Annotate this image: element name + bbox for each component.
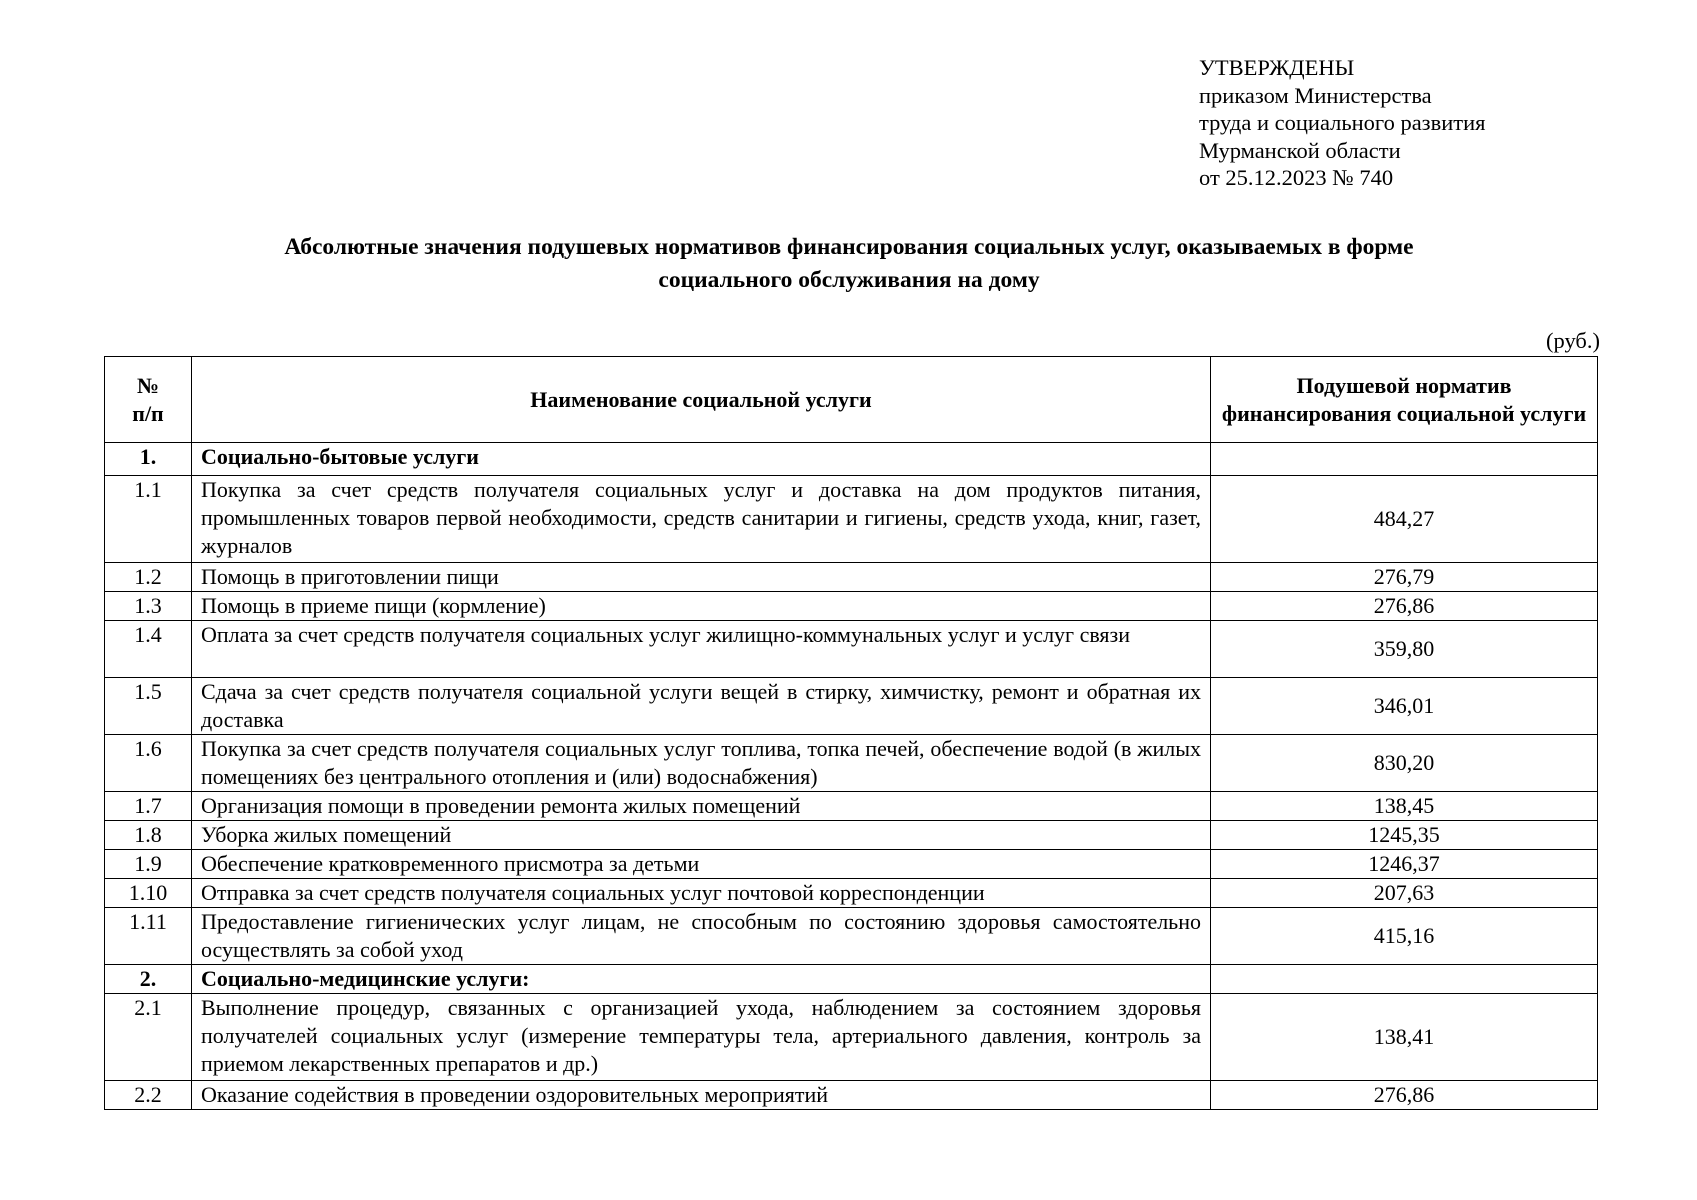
- header-number-sign: №: [136, 372, 160, 398]
- table-row: [105, 1081, 1598, 1110]
- approval-heading: УТВЕРЖДЕНЫ: [1199, 55, 1355, 80]
- service-name: Покупка за счет средств получателя социальных услуг топлива, топка печей, обеспечение водой (в жилых помещениях без центрального отопления и (или) водоснабжения): [192, 735, 1211, 792]
- row-number: 1.9: [105, 850, 192, 879]
- norm-value: 276,79: [1211, 563, 1598, 592]
- table-row: [105, 592, 1598, 621]
- row-number: 1.: [105, 443, 192, 476]
- service-name: Социально-бытовые услуги: [192, 443, 1211, 476]
- approval-line-2: труда и социального развития: [1199, 110, 1486, 136]
- header-number-abbr: п/п: [132, 400, 164, 426]
- service-name: Сдача за счет средств получателя социальной услуги вещей в стирку, химчистку, ремонт и обратная их доставка: [192, 678, 1211, 735]
- norm-value: 830,20: [1211, 735, 1598, 792]
- service-name: Помощь в приеме пищи (кормление): [192, 592, 1211, 621]
- table-row: [105, 678, 1598, 735]
- norm-value: 484,27: [1211, 476, 1598, 563]
- service-name: Отправка за счет средств получателя социальных услуг почтовой корреспонденции: [192, 879, 1211, 908]
- norm-value: [1211, 965, 1598, 994]
- approval-line-3: Мурманской области: [1199, 137, 1401, 163]
- approval-line-1: приказом Министерства: [1199, 82, 1432, 108]
- document-title: [104, 231, 1594, 297]
- table-row: [105, 563, 1598, 592]
- row-number: 1.4: [105, 621, 192, 678]
- table-row: [105, 879, 1598, 908]
- approval-line-4: от 25.12.2023 № 740: [1199, 165, 1394, 191]
- row-number: 1.2: [105, 563, 192, 592]
- service-name: Социально-медицинские услуги:: [192, 965, 1211, 994]
- currency-unit-note: (руб.): [1546, 328, 1600, 353]
- row-number: 2.2: [105, 1081, 192, 1110]
- norm-value: 359,80: [1211, 621, 1598, 678]
- approval-block: [1199, 54, 1485, 192]
- norm-value: [1211, 443, 1598, 476]
- table-body: [105, 443, 1598, 1110]
- row-number: 2.: [105, 965, 192, 994]
- norm-value: 1246,37: [1211, 850, 1598, 879]
- table-row: [105, 792, 1598, 821]
- row-number: 1.3: [105, 592, 192, 621]
- section-row: [105, 443, 1598, 476]
- norms-table: [104, 356, 1598, 1110]
- table-row: [105, 621, 1598, 678]
- table-row: [105, 735, 1598, 792]
- norm-value: 138,41: [1211, 994, 1598, 1081]
- document-title-line-1: Абсолютные значения подушевых нормативов финансирования социальных услуг, оказываемых в форме: [284, 234, 1414, 260]
- row-number: 1.5: [105, 678, 192, 735]
- section-row: [105, 965, 1598, 994]
- norm-value: 138,45: [1211, 792, 1598, 821]
- service-name: Организация помощи в проведении ремонта жилых помещений: [192, 792, 1211, 821]
- row-number: 1.8: [105, 821, 192, 850]
- row-number: 1.6: [105, 735, 192, 792]
- table-row: [105, 908, 1598, 965]
- header-service-name: Наименование социальной услуги: [192, 357, 1211, 443]
- norm-value: 415,16: [1211, 908, 1598, 965]
- row-number: 1.7: [105, 792, 192, 821]
- service-name: Выполнение процедур, связанных с организацией ухода, наблюдением за состоянием здоровья получателей социальных услуг (измерение температуры тела, артериального давления, контроль за приемом лекарственных препаратов и др.): [192, 994, 1211, 1081]
- service-name: Предоставление гигиенических услуг лицам, не способным по состоянию здоровья самостоятельно осуществлять за собой уход: [192, 908, 1211, 965]
- service-name: Уборка жилых помещений: [192, 821, 1211, 850]
- table-row: [105, 476, 1598, 563]
- table-row: [105, 821, 1598, 850]
- row-number: 1.1: [105, 476, 192, 563]
- row-number: 2.1: [105, 994, 192, 1081]
- service-name: Помощь в приготовлении пищи: [192, 563, 1211, 592]
- service-name: Обеспечение кратковременного присмотра за детьми: [192, 850, 1211, 879]
- document-title-line-2: социального обслуживания на дому: [658, 267, 1040, 293]
- table-header-row: [105, 357, 1598, 443]
- table-row: [105, 994, 1598, 1081]
- table-row: [105, 850, 1598, 879]
- norm-value: 276,86: [1211, 1081, 1598, 1110]
- header-number: [105, 357, 192, 443]
- service-name: Покупка за счет средств получателя социальных услуг и доставка на дом продуктов питания, промышленных товаров первой необходимости, средств санитарии и гигиены, средств ухода, книг, газет, журналов: [192, 476, 1211, 563]
- norm-value: 346,01: [1211, 678, 1598, 735]
- service-name: Оплата за счет средств получателя социальных услуг жилищно-коммунальных услуг и услуг связи: [192, 621, 1211, 678]
- row-number: 1.10: [105, 879, 192, 908]
- row-number: 1.11: [105, 908, 192, 965]
- norm-value: 207,63: [1211, 879, 1598, 908]
- header-norm: Подушевой норматив финансирования социальной услуги: [1211, 357, 1598, 443]
- norm-value: 1245,35: [1211, 821, 1598, 850]
- norm-value: 276,86: [1211, 592, 1598, 621]
- service-name: Оказание содействия в проведении оздоровительных мероприятий: [192, 1081, 1211, 1110]
